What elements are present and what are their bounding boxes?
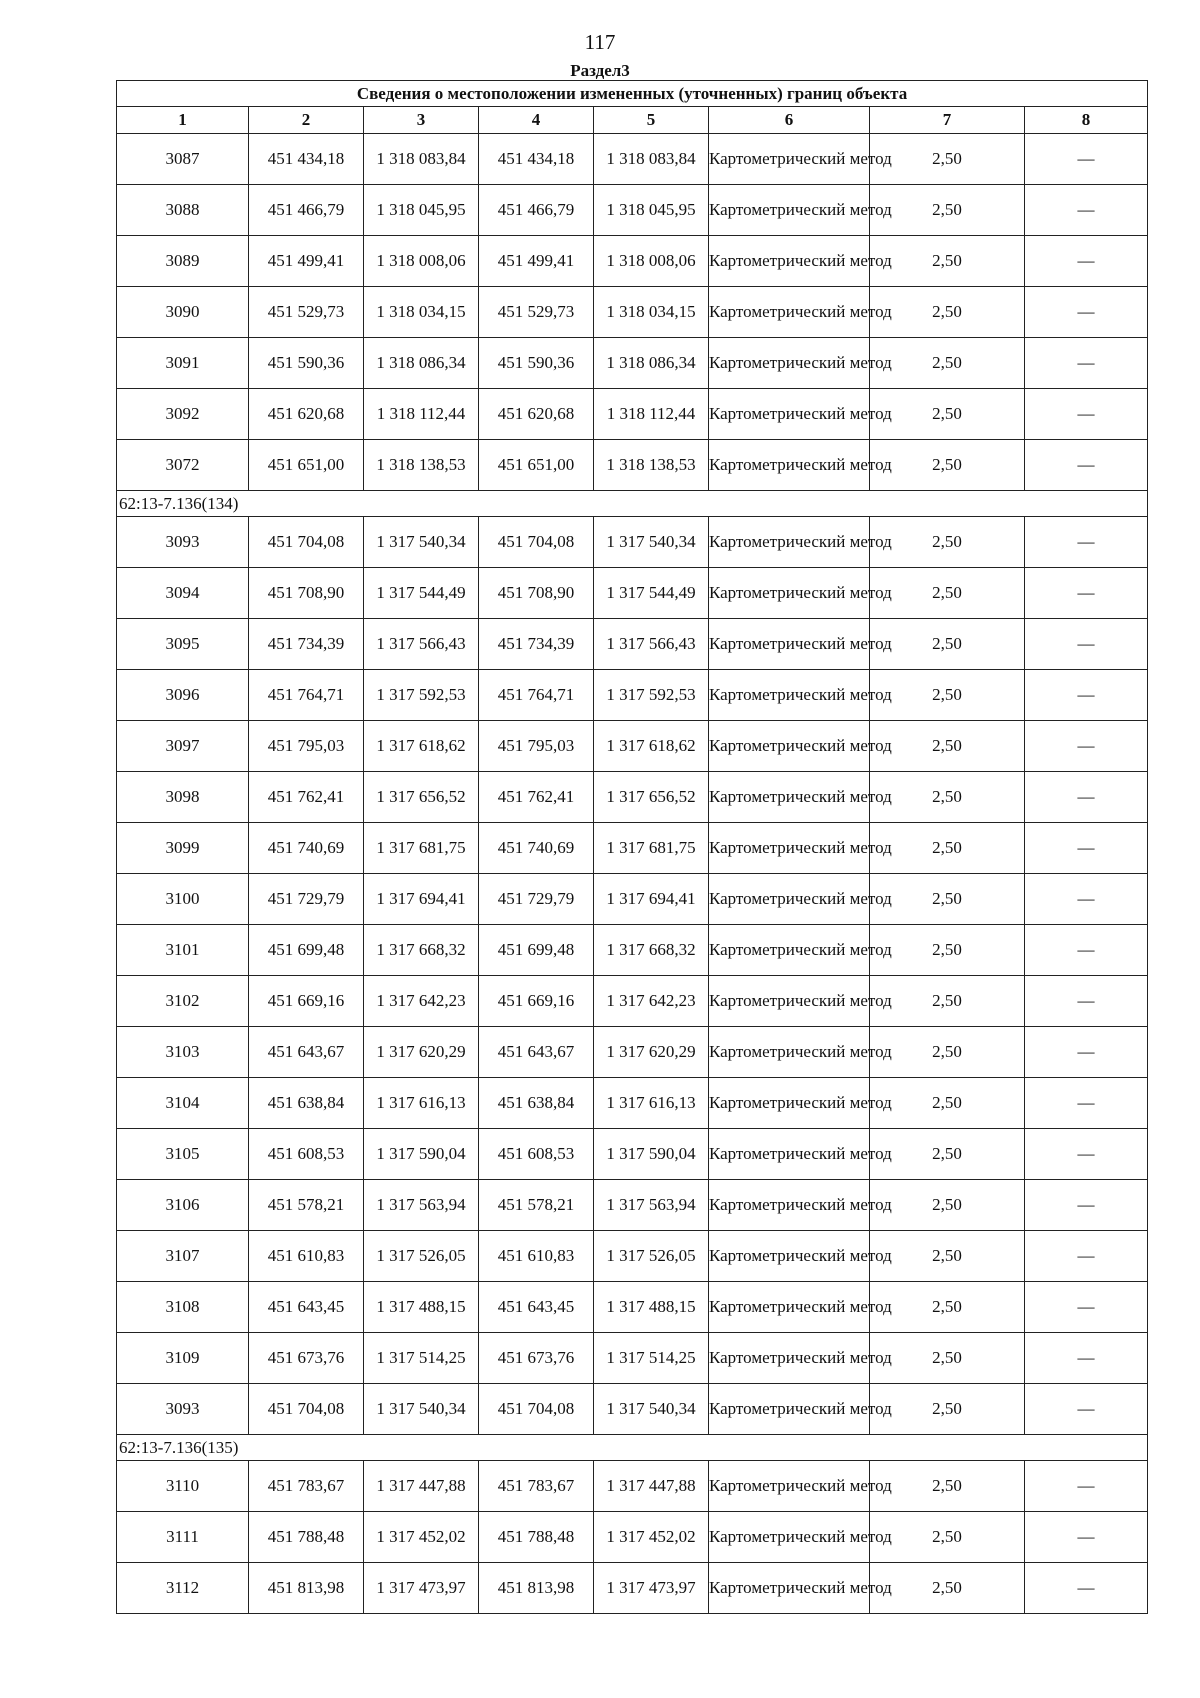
cell-x-old: 451 638,84 [249,1078,364,1129]
cell-x-old: 451 466,79 [249,185,364,236]
cell-method: Картометрический метод [709,1512,870,1563]
cell-point-number: 3104 [117,1078,249,1129]
cell-x-new: 451 638,84 [479,1078,594,1129]
cell-point-number: 3099 [117,823,249,874]
table-row [117,517,1148,568]
cell-x-old: 451 529,73 [249,287,364,338]
cell-y-old: 1 317 563,94 [364,1180,479,1231]
cell-x-new: 451 590,36 [479,338,594,389]
cell-x-new: 451 740,69 [479,823,594,874]
table-row [117,338,1148,389]
cell-description: — [1025,823,1148,874]
table-row [117,925,1148,976]
table-row [117,1384,1148,1435]
cell-y-new: 1 317 618,62 [594,721,709,772]
cell-x-new: 451 651,00 [479,440,594,491]
cell-point-number: 3088 [117,185,249,236]
table-row [117,1512,1148,1563]
cell-accuracy: 2,50 [870,287,1025,338]
cell-x-new: 451 434,18 [479,134,594,185]
cell-method: Картометрический метод [709,1180,870,1231]
column-number-4: 4 [479,107,594,134]
cell-y-new: 1 317 514,25 [594,1333,709,1384]
cell-point-number: 3072 [117,440,249,491]
section-title: Раздел3 [570,61,630,80]
cell-y-old: 1 317 526,05 [364,1231,479,1282]
cell-description: — [1025,1461,1148,1512]
cell-x-old: 451 783,67 [249,1461,364,1512]
cell-y-old: 1 318 083,84 [364,134,479,185]
cell-x-old: 451 673,76 [249,1333,364,1384]
cell-x-old: 451 434,18 [249,134,364,185]
cell-point-number: 3098 [117,772,249,823]
group-label: 62:13-7.136(134) [117,491,1148,517]
column-number-3: 3 [364,107,479,134]
cell-accuracy: 2,50 [870,389,1025,440]
cell-x-old: 451 610,83 [249,1231,364,1282]
cell-method: Картометрический метод [709,925,870,976]
table-row [117,1180,1148,1231]
cell-description: — [1025,568,1148,619]
cell-x-new: 451 529,73 [479,287,594,338]
cell-accuracy: 2,50 [870,823,1025,874]
cell-method: Картометрический метод [709,1384,870,1435]
cell-description: — [1025,134,1148,185]
cell-x-new: 451 729,79 [479,874,594,925]
cell-method: Картометрический метод [709,1129,870,1180]
cell-x-new: 451 673,76 [479,1333,594,1384]
cell-x-new: 451 704,08 [479,517,594,568]
cell-description: — [1025,1231,1148,1282]
cell-point-number: 3094 [117,568,249,619]
table-row [117,1282,1148,1333]
cell-accuracy: 2,50 [870,185,1025,236]
group-row [117,491,1148,517]
cell-method: Картометрический метод [709,1231,870,1282]
table-row [117,1461,1148,1512]
cell-x-new: 451 813,98 [479,1563,594,1614]
cell-y-new: 1 318 083,84 [594,134,709,185]
cell-x-old: 451 578,21 [249,1180,364,1231]
cell-y-old: 1 317 642,23 [364,976,479,1027]
cell-accuracy: 2,50 [870,874,1025,925]
table-row [117,236,1148,287]
cell-y-new: 1 318 034,15 [594,287,709,338]
cell-x-old: 451 813,98 [249,1563,364,1614]
group-row [117,1435,1148,1461]
cell-y-new: 1 317 540,34 [594,1384,709,1435]
cell-description: — [1025,1027,1148,1078]
cell-method: Картометрический метод [709,976,870,1027]
table-row [117,670,1148,721]
cell-y-old: 1 317 592,53 [364,670,479,721]
cell-method: Картометрический метод [709,568,870,619]
cell-accuracy: 2,50 [870,338,1025,389]
cell-y-new: 1 317 642,23 [594,976,709,1027]
cell-description: — [1025,1384,1148,1435]
cell-description: — [1025,1563,1148,1614]
cell-description: — [1025,1282,1148,1333]
cell-method: Картометрический метод [709,517,870,568]
cell-y-new: 1 317 590,04 [594,1129,709,1180]
group-label: 62:13-7.136(135) [117,1435,1148,1461]
cell-y-new: 1 317 452,02 [594,1512,709,1563]
cell-method: Картометрический метод [709,134,870,185]
cell-x-old: 451 643,67 [249,1027,364,1078]
table-row [117,721,1148,772]
cell-y-new: 1 317 526,05 [594,1231,709,1282]
cell-method: Картометрический метод [709,1027,870,1078]
cell-method: Картометрический метод [709,874,870,925]
cell-point-number: 3090 [117,287,249,338]
table-row [117,1231,1148,1282]
cell-x-old: 451 740,69 [249,823,364,874]
table-row [117,1129,1148,1180]
table-caption: Сведения о местоположении измененных (уточненных) границ объекта [117,81,1148,107]
cell-accuracy: 2,50 [870,721,1025,772]
column-number-5: 5 [594,107,709,134]
cell-description: — [1025,721,1148,772]
cell-description: — [1025,1512,1148,1563]
table-row [117,619,1148,670]
cell-method: Картометрический метод [709,823,870,874]
cell-x-new: 451 466,79 [479,185,594,236]
cell-point-number: 3107 [117,1231,249,1282]
cell-x-old: 451 795,03 [249,721,364,772]
cell-point-number: 3110 [117,1461,249,1512]
cell-x-old: 451 704,08 [249,1384,364,1435]
cell-method: Картометрический метод [709,1333,870,1384]
cell-description: — [1025,874,1148,925]
cell-x-old: 451 643,45 [249,1282,364,1333]
cell-point-number: 3111 [117,1512,249,1563]
cell-y-new: 1 317 681,75 [594,823,709,874]
cell-x-old: 451 764,71 [249,670,364,721]
table-row [117,1563,1148,1614]
cell-x-new: 451 783,67 [479,1461,594,1512]
cell-x-old: 451 608,53 [249,1129,364,1180]
cell-y-new: 1 318 086,34 [594,338,709,389]
cell-method: Картометрический метод [709,338,870,389]
cell-y-old: 1 317 616,13 [364,1078,479,1129]
cell-x-old: 451 499,41 [249,236,364,287]
cell-y-new: 1 318 138,53 [594,440,709,491]
cell-y-old: 1 317 540,34 [364,517,479,568]
cell-point-number: 3087 [117,134,249,185]
table-row [117,1078,1148,1129]
cell-point-number: 3106 [117,1180,249,1231]
coordinates-table [116,80,1148,1614]
cell-y-old: 1 317 668,32 [364,925,479,976]
cell-y-old: 1 317 590,04 [364,1129,479,1180]
cell-y-new: 1 317 540,34 [594,517,709,568]
cell-y-new: 1 317 566,43 [594,619,709,670]
cell-point-number: 3096 [117,670,249,721]
cell-point-number: 3100 [117,874,249,925]
cell-x-new: 451 499,41 [479,236,594,287]
cell-x-old: 451 734,39 [249,619,364,670]
cell-x-new: 451 643,67 [479,1027,594,1078]
cell-method: Картометрический метод [709,185,870,236]
cell-x-new: 451 699,48 [479,925,594,976]
table-row [117,440,1148,491]
cell-x-new: 451 704,08 [479,1384,594,1435]
cell-description: — [1025,1333,1148,1384]
table-row [117,185,1148,236]
cell-y-new: 1 317 592,53 [594,670,709,721]
cell-method: Картометрический метод [709,619,870,670]
cell-point-number: 3092 [117,389,249,440]
cell-y-old: 1 317 681,75 [364,823,479,874]
cell-accuracy: 2,50 [870,1231,1025,1282]
cell-description: — [1025,1180,1148,1231]
cell-point-number: 3112 [117,1563,249,1614]
cell-description: — [1025,1129,1148,1180]
cell-x-new: 451 620,68 [479,389,594,440]
cell-accuracy: 2,50 [870,1282,1025,1333]
cell-x-new: 451 764,71 [479,670,594,721]
cell-method: Картометрический метод [709,772,870,823]
cell-description: — [1025,925,1148,976]
cell-y-new: 1 317 488,15 [594,1282,709,1333]
table-row [117,287,1148,338]
column-number-2: 2 [249,107,364,134]
cell-x-old: 451 669,16 [249,976,364,1027]
cell-y-old: 1 318 086,34 [364,338,479,389]
cell-x-old: 451 762,41 [249,772,364,823]
cell-method: Картометрический метод [709,1282,870,1333]
cell-accuracy: 2,50 [870,619,1025,670]
table-row [117,874,1148,925]
cell-x-old: 451 704,08 [249,517,364,568]
table-row [117,389,1148,440]
cell-point-number: 3105 [117,1129,249,1180]
cell-accuracy: 2,50 [870,568,1025,619]
cell-description: — [1025,185,1148,236]
table-row [117,1333,1148,1384]
cell-y-old: 1 317 620,29 [364,1027,479,1078]
cell-y-old: 1 317 488,15 [364,1282,479,1333]
cell-y-new: 1 317 544,49 [594,568,709,619]
table-row [117,1027,1148,1078]
cell-accuracy: 2,50 [870,1129,1025,1180]
cell-point-number: 3091 [117,338,249,389]
cell-accuracy: 2,50 [870,1563,1025,1614]
cell-accuracy: 2,50 [870,1461,1025,1512]
cell-y-old: 1 317 514,25 [364,1333,479,1384]
cell-point-number: 3093 [117,1384,249,1435]
cell-description: — [1025,440,1148,491]
cell-accuracy: 2,50 [870,517,1025,568]
cell-description: — [1025,389,1148,440]
cell-method: Картометрический метод [709,440,870,491]
cell-x-new: 451 788,48 [479,1512,594,1563]
cell-description: — [1025,772,1148,823]
cell-x-new: 451 708,90 [479,568,594,619]
cell-x-new: 451 578,21 [479,1180,594,1231]
cell-x-old: 451 620,68 [249,389,364,440]
cell-y-old: 1 318 008,06 [364,236,479,287]
cell-accuracy: 2,50 [870,925,1025,976]
cell-point-number: 3089 [117,236,249,287]
cell-y-new: 1 318 008,06 [594,236,709,287]
cell-description: — [1025,517,1148,568]
cell-description: — [1025,670,1148,721]
cell-accuracy: 2,50 [870,772,1025,823]
cell-accuracy: 2,50 [870,1512,1025,1563]
cell-method: Картометрический метод [709,721,870,772]
cell-point-number: 3108 [117,1282,249,1333]
cell-accuracy: 2,50 [870,1180,1025,1231]
cell-accuracy: 2,50 [870,1333,1025,1384]
cell-point-number: 3093 [117,517,249,568]
cell-x-old: 451 651,00 [249,440,364,491]
cell-x-old: 451 699,48 [249,925,364,976]
cell-y-old: 1 317 540,34 [364,1384,479,1435]
cell-x-new: 451 608,53 [479,1129,594,1180]
cell-accuracy: 2,50 [870,670,1025,721]
column-number-8: 8 [1025,107,1148,134]
cell-x-new: 451 643,45 [479,1282,594,1333]
cell-x-old: 451 708,90 [249,568,364,619]
cell-method: Картометрический метод [709,1078,870,1129]
cell-point-number: 3109 [117,1333,249,1384]
cell-method: Картометрический метод [709,287,870,338]
cell-description: — [1025,338,1148,389]
cell-y-old: 1 317 447,88 [364,1461,479,1512]
cell-point-number: 3102 [117,976,249,1027]
column-number-1: 1 [117,107,249,134]
page-number: 117 [584,30,616,54]
cell-accuracy: 2,50 [870,1027,1025,1078]
cell-point-number: 3097 [117,721,249,772]
cell-accuracy: 2,50 [870,236,1025,287]
cell-description: — [1025,976,1148,1027]
cell-y-new: 1 317 656,52 [594,772,709,823]
cell-method: Картометрический метод [709,1461,870,1512]
cell-description: — [1025,236,1148,287]
cell-x-new: 451 762,41 [479,772,594,823]
cell-x-old: 451 590,36 [249,338,364,389]
cell-x-new: 451 610,83 [479,1231,594,1282]
cell-accuracy: 2,50 [870,1078,1025,1129]
cell-y-old: 1 317 452,02 [364,1512,479,1563]
cell-accuracy: 2,50 [870,976,1025,1027]
cell-y-new: 1 318 112,44 [594,389,709,440]
cell-y-old: 1 317 544,49 [364,568,479,619]
cell-x-new: 451 669,16 [479,976,594,1027]
table-row [117,823,1148,874]
cell-accuracy: 2,50 [870,440,1025,491]
cell-x-old: 451 729,79 [249,874,364,925]
cell-y-old: 1 317 694,41 [364,874,479,925]
cell-y-new: 1 317 620,29 [594,1027,709,1078]
cell-point-number: 3101 [117,925,249,976]
cell-x-old: 451 788,48 [249,1512,364,1563]
table-row [117,772,1148,823]
cell-method: Картометрический метод [709,236,870,287]
cell-y-old: 1 318 112,44 [364,389,479,440]
cell-y-old: 1 318 138,53 [364,440,479,491]
cell-y-old: 1 318 045,95 [364,185,479,236]
cell-description: — [1025,287,1148,338]
cell-y-new: 1 317 616,13 [594,1078,709,1129]
cell-y-new: 1 317 668,32 [594,925,709,976]
column-number-7: 7 [870,107,1025,134]
cell-point-number: 3095 [117,619,249,670]
table-row [117,134,1148,185]
table-row [117,976,1148,1027]
cell-y-new: 1 318 045,95 [594,185,709,236]
cell-description: — [1025,619,1148,670]
cell-y-old: 1 317 473,97 [364,1563,479,1614]
cell-description: — [1025,1078,1148,1129]
cell-x-new: 451 795,03 [479,721,594,772]
table-row [117,568,1148,619]
cell-method: Картометрический метод [709,389,870,440]
cell-accuracy: 2,50 [870,134,1025,185]
cell-y-old: 1 317 618,62 [364,721,479,772]
cell-x-new: 451 734,39 [479,619,594,670]
column-number-6: 6 [709,107,870,134]
cell-point-number: 3103 [117,1027,249,1078]
cell-accuracy: 2,50 [870,1384,1025,1435]
cell-y-old: 1 317 566,43 [364,619,479,670]
cell-method: Картометрический метод [709,670,870,721]
cell-y-new: 1 317 694,41 [594,874,709,925]
cell-y-old: 1 317 656,52 [364,772,479,823]
cell-method: Картометрический метод [709,1563,870,1614]
cell-y-new: 1 317 473,97 [594,1563,709,1614]
cell-y-old: 1 318 034,15 [364,287,479,338]
cell-y-new: 1 317 447,88 [594,1461,709,1512]
cell-y-new: 1 317 563,94 [594,1180,709,1231]
